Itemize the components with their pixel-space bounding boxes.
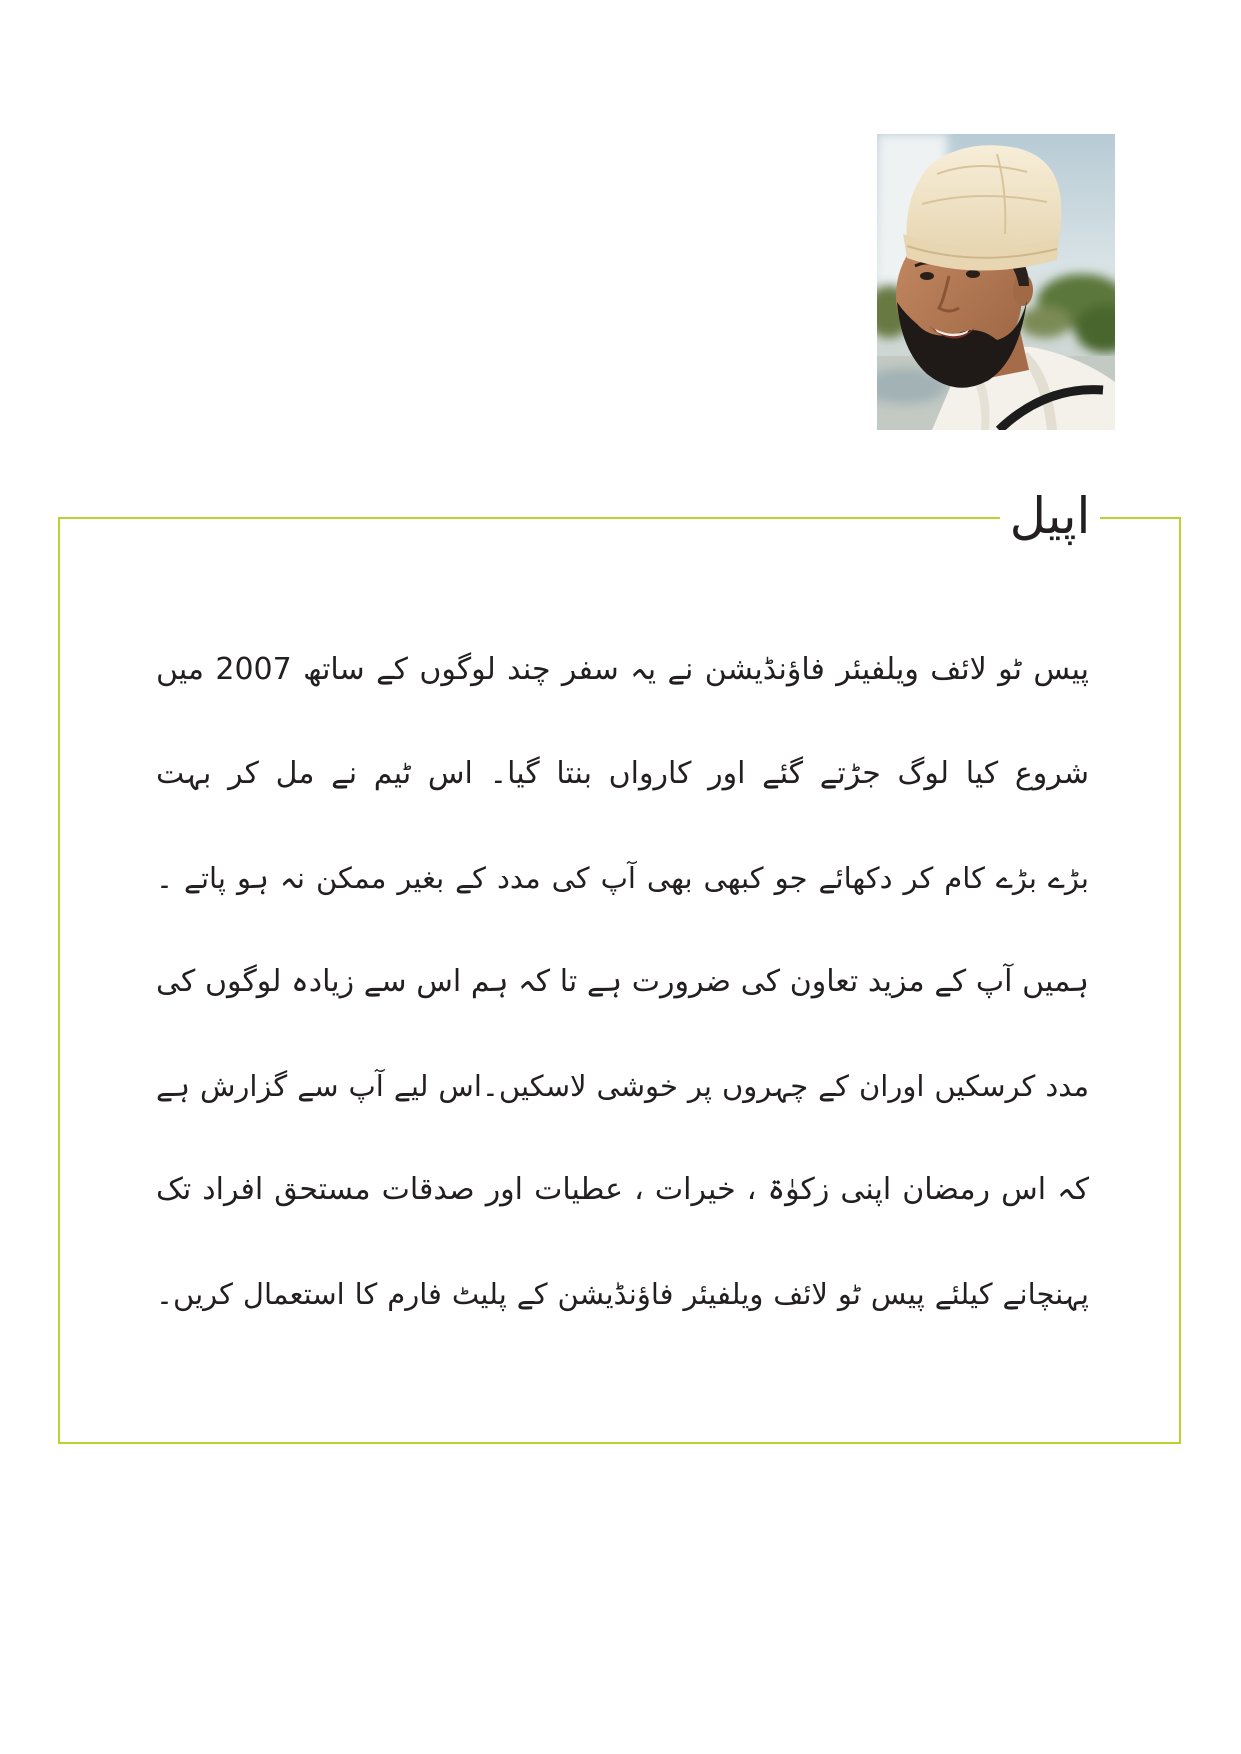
paragraph-line: کہ اس رمضان اپنی زکوٰۃ ، خیرات ، عطیات اور صدقات مستحق افراد تک [156, 1172, 1089, 1207]
paragraph-line: پیس ٹو لائف ویلفیئر فاؤنڈیشن نے یہ سفر چند لوگوں کے ساتھ 2007 میں [156, 652, 1089, 687]
paragraph-line: پہنچانے کیلئے پیس ٹو لائف ویلفیئر فاؤنڈیشن کے پلیٹ فارم کا استعمال کریں۔ [156, 1277, 1089, 1311]
paragraph-line: ہمیں آپ کے مزید تعاون کی ضرورت ہے تا کہ ہم اس سے زیادہ لوگوں کی [156, 964, 1089, 999]
appeal-paragraph [156, 618, 1089, 1346]
portrait-image [877, 134, 1115, 430]
paragraph-line: مدد کرسکیں اوران کے چہروں پر خوشی لاسکیں۔اس لیے آپ سے گزارش ہے [156, 1069, 1089, 1103]
portrait-photo [877, 134, 1115, 430]
paragraph-line: بڑے بڑے کام کر دکھائے جو کبھی بھی آپ کی مدد کے بغیر ممکن نہ ہو پاتے ۔ [156, 861, 1089, 895]
paragraph-line: شروع کیا لوگ جڑتے گئے اور کارواں بنتا گیا۔ اس ٹیم نے مل کر بہت [156, 756, 1089, 791]
appeal-heading: اپیل [1000, 484, 1100, 552]
